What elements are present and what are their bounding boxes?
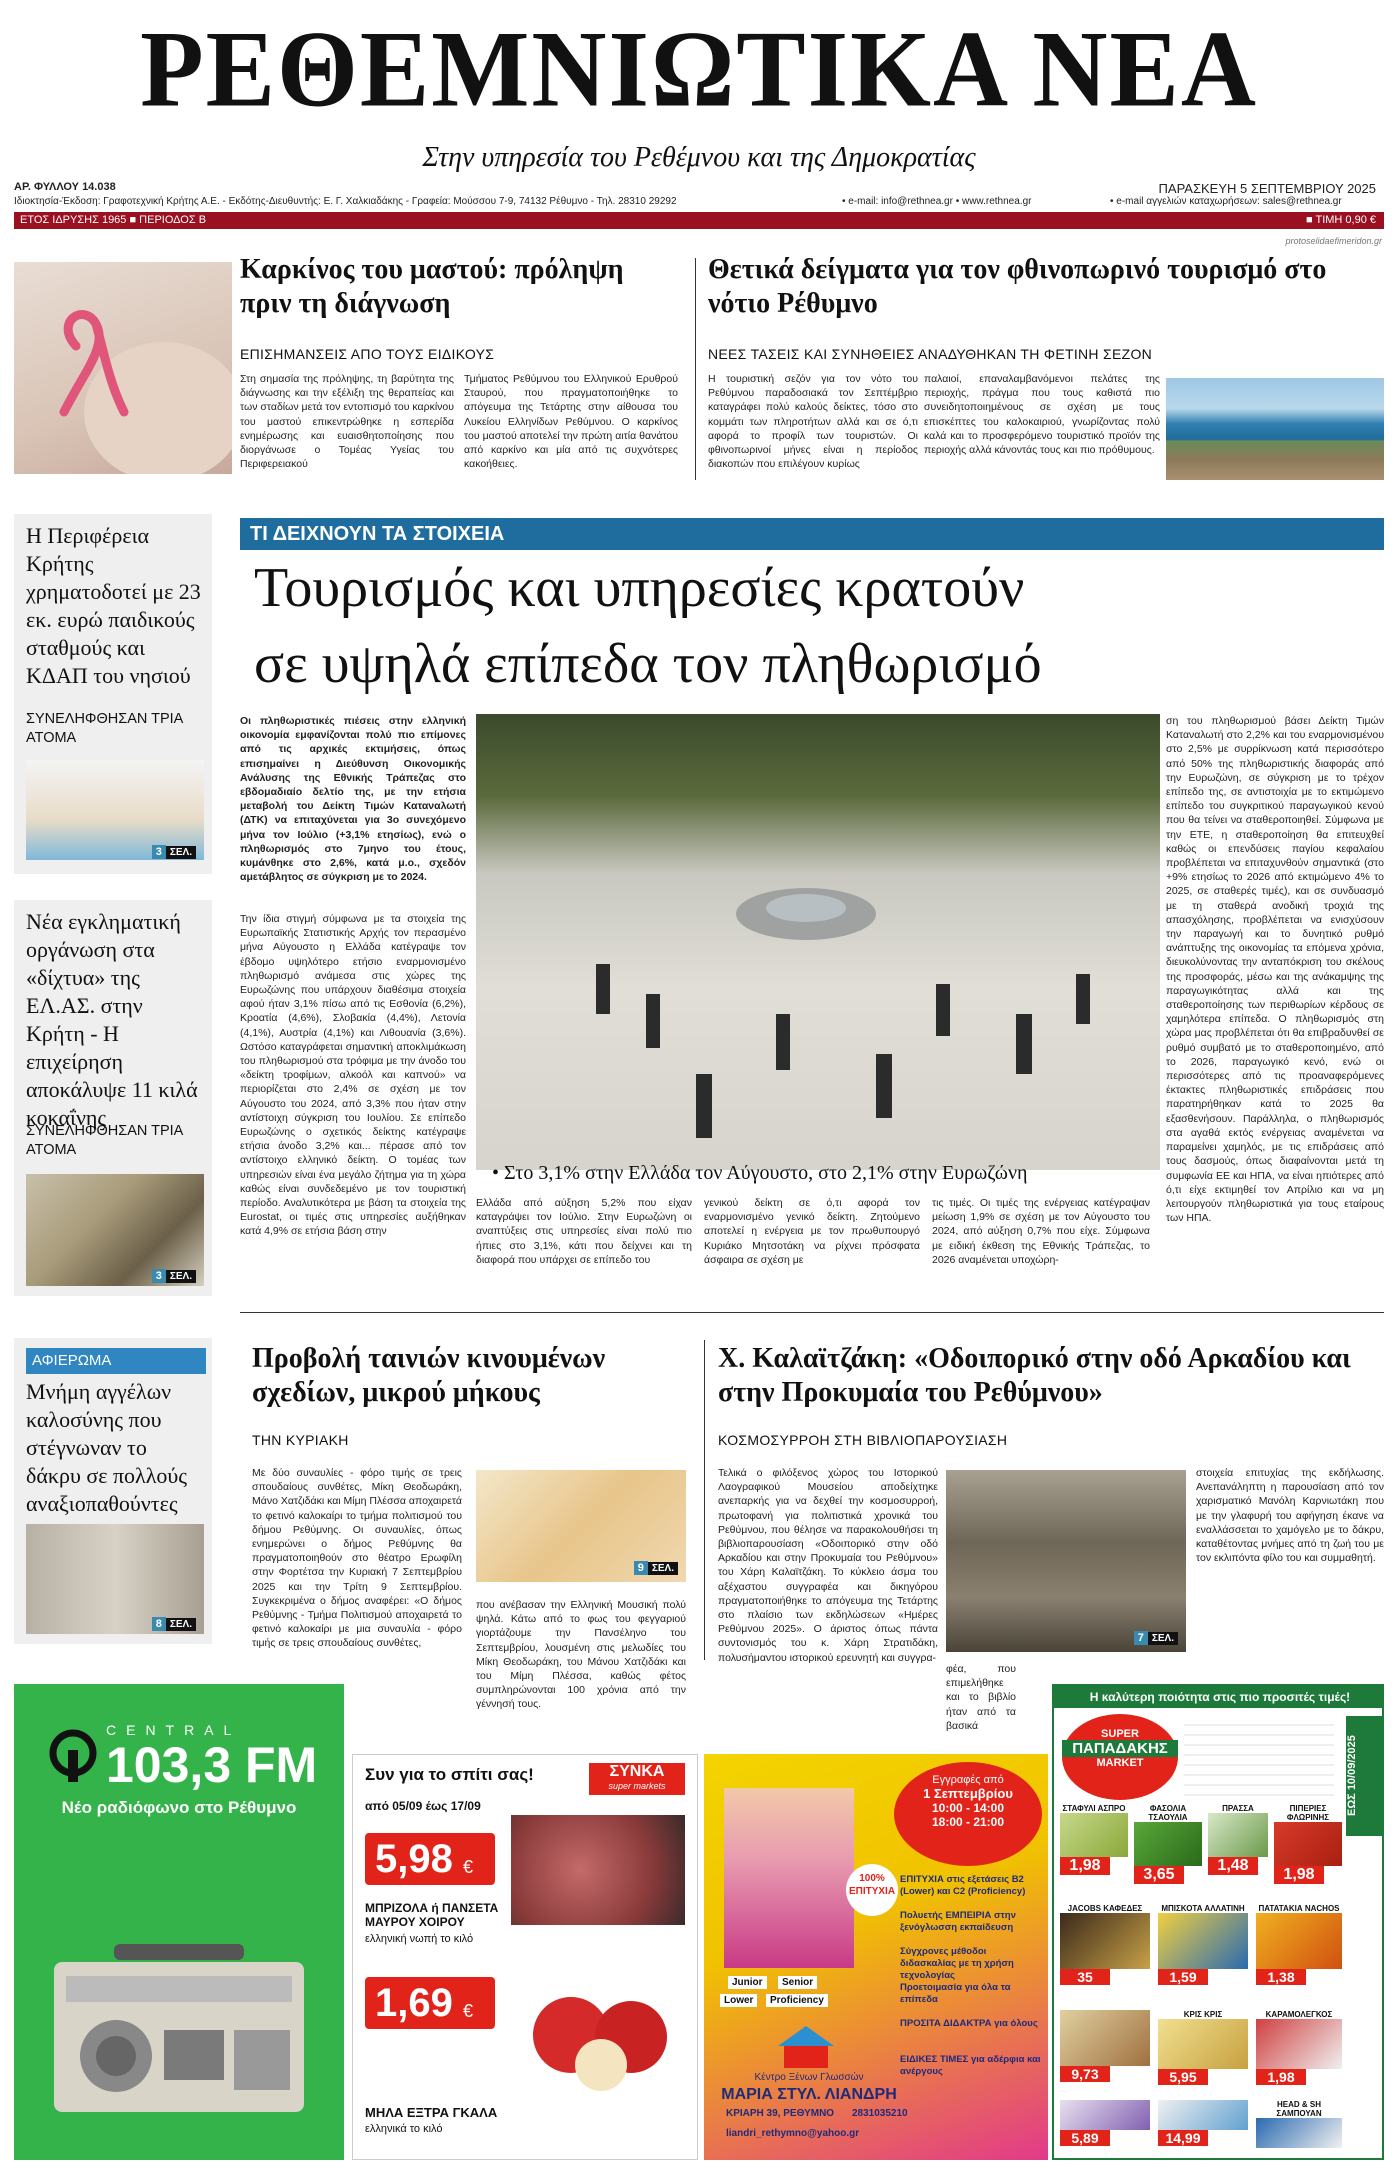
store-list: [1184, 1716, 1334, 1798]
synka-period: από 05/09 έως 17/09: [365, 1799, 481, 1813]
publisher-info: Ιδιοκτησία-Έκδοση: Γραφοτεχνική Κρήτης Α.Ε. - Εκδότης-Διευθυντής: Ε. Γ. Χαλκιαδάκης - Γραφεία: Μούσσου 7-9, 74132 Ρέθυμνο - Τηλ. 28310 29292: [14, 196, 677, 207]
radio-logo-icon: [48, 1728, 98, 1784]
level-proficiency: Proficiency: [766, 1994, 828, 2007]
product-tile: 9,73: [1060, 2010, 1150, 2082]
school-point5: ΠΡΟΣΙΤΑ ΔΙΔΑΚΤΡΑ για όλους: [900, 2018, 1038, 2029]
bottom-right-col3: φέα, που επιμελήθηκε και το βιβλίο ήταν από τα βασικά: [946, 1663, 1016, 1732]
main-story-below-col3: τις τιμές. Οι τιμές της ενέργειας κατέγραψαν μείωση 1,9% σε σχέση με τον Αύγουστο του 2024, από αύξηση 0,7% που είχε. Σύμφωνα με ειδική έκθεση της Εθνικής Τράπεζας, το 2026 αναμένεται υποχώρη-: [932, 1197, 1150, 1266]
info-bar: [14, 212, 1384, 229]
issue-number: ΑΡ. ΦΥΛΛΟΥ 14.038: [14, 181, 116, 193]
synka-logo: ΣΥΝΚΑ super markets: [589, 1763, 685, 1795]
sidebar-item-tribute[interactable]: [14, 1338, 212, 1644]
school-email: liandri_rethymno@yahoo.gr: [726, 2128, 860, 2139]
main-story-label: ΤΙ ΔΕΙΧΝΟΥΝ ΤΑ ΣΤΟΙΧΕΙΑ: [240, 518, 1384, 550]
synka-headline: Συν για το σπίτι σας!: [365, 1765, 534, 1784]
price-label: ■ ΤΙΜΗ 0,90 €: [1305, 214, 1376, 226]
syntagma-square-photo: [476, 714, 1160, 1170]
apples-icon: [521, 1975, 681, 2095]
top-right-title[interactable]: Θετικά δείγματα για τον φθινοπωρινό τουρισμό στο νότιο Ρέθυμνο: [708, 254, 1327, 319]
bottom-right-kicker: ΚΟΣΜΟΣΥΡΡΟΗ ΣΤΗ ΒΙΒΛΙΟΠΑΡΟΥΣΙΑΣΗ: [718, 1432, 1008, 1448]
product-tile: HEAD & SH ΣΑΜΠΟΥΑΝ: [1256, 2100, 1342, 2148]
animation-poster: [476, 1470, 686, 1582]
school-point3: Σύγχρονες μέθοδοι διδασκαλίας με τη χρήση τεχνολογίας: [900, 1946, 1014, 1981]
page-ref: 3 ΣΕΛ.: [152, 1266, 196, 1284]
student-photo: [724, 1788, 854, 1968]
success-badge: 100% ΕΠΙΤΥΧΙΑ: [846, 1864, 898, 1916]
product-tile: 5,89: [1060, 2100, 1150, 2146]
synka-item1: ΜΠΡΙΖΟΛΑ ή ΠΑΝΣΕΤΑ ΜΑΥΡΟΥ ΧΟΙΡΟΥ: [365, 1901, 499, 1929]
main-story-title-line2[interactable]: σε υψηλά επίπεδα τον πληθωρισμό: [254, 633, 1042, 695]
south-rethymno-beach-photo: [1166, 378, 1384, 480]
main-story-right-col: ση του πληθωρισμού βάσει Δείκτη Τιμών Καταναλωτή στο 2,2% και του εναρμονισμένου στο 2,5% με συρρίκνωση κατά περισσότερο από 50% της πληθωριστικής διαφοράς από την Ευρωζώνη, σε σύγκριση με το τρέχον επίπεδο της, σε αντιστοιχία με το εκτιμώμενο επίπεδο του συγκριτικού παραγωγικού κενού που θα τείνει να σταθεροποιηθεί. Σύμφωνα με την ΕΤΕ, η σταθεροποίηση θα επιτευχθεί καθώς οι επενδύσεις παγίου κεφαλαίου προβλέπεται να επιταχυνθούν σημαντικά (στο +9% ετησίως το 2026 από εκτιμώμενο 4% το 2025, σε σταθερές τιμές), και σε συνδυασμό με τη σταθερά ανοδική τροχιά της απασχόλησης, προβλέπεται να ενισχύσουν την παραγωγή και το δυνητικό ρυθμό ανάπτυξης της οικονομίας τα επόμενα χρόνια, διευκολύνοντας την ανταπόκριση του σκέλους της προσφοράς, μέσω και της ανάκαμψης της παραγωγικότητας αλλά και της σταθεροποίησης των περιθωρίων κέρδους σε χαμηλότερα επίπεδα. Ο πληθωρισμός στη χώρα μας προβλέπεται ότι θα επιβραδυνθεί σε ρυθμό συμβατό με το σταθεροποιημένο, από το 2026, παραγωγικό κενό, ενώ οι περισσότερες από τις προαναφερόμενες έκτακτες πληθωριστικές επιδράσεις που παρατηρήθηκαν κατά το 2025 θα εξασθενήσουν. Παράλληλα, ο πληθωρισμός στα αγαθά εκτός ενέργειας αναμένεται να παραμείνει χαμηλός, με τις επιδράσεις από τους δασμούς, όπως διαφαίνονται μετά τη συμφωνία ΕΕ και ΗΠΑ, να είναι ηπιότερες από ό,τι είχε εκτιμηθεί τον Απρίλιο και να μη λειτουργούν πληθωριστικά για τους εταίρους των ΗΠΑ.: [1166, 715, 1384, 1225]
school-point2: Πολυετής ΕΜΠΕΙΡΙΑ στην ξενόγλωσση εκπαίδευση: [900, 1910, 1016, 1933]
synka-ad[interactable]: [352, 1754, 698, 2160]
main-story-below-col1: Ελλάδα από αύξηση 5,2% που είχαν καταγράψει τον Ιούλιο. Στην Ευρωζώνη οι αναπτύξεις στις υπηρεσίες είναι πολύ πιο ήπιες στο 3,1%, κάτι που δείχνει και τη διαφορά που υπάρχει σε επίπεδο του: [476, 1197, 692, 1266]
email-info: • e-mail: info@rethnea.gr • www.rethnea.gr: [842, 196, 1032, 207]
founded-label: ΕΤΟΣ ΙΔΡΥΣΗΣ 1965 ■ ΠΕΡΙΟΔΟΣ Β: [20, 214, 207, 226]
price-tag: 1,69 €: [365, 1977, 495, 2029]
product-tile: ΠΡΑΣΣΑ 1,48: [1208, 1804, 1268, 1875]
breast-cancer-photo: [14, 262, 232, 474]
main-story-below-col2: γενικού δείκτη σε ό,τι αφορά τον εναρμονισμένο γενικό δείκτη. Ζητούμενο αποτελεί η ενέργεια με τον πρωθυπουργό Κυριάκο Μητσοτάκη να ρίχνει πρόσφατα άσφαιρα σε σχέση με: [704, 1197, 920, 1266]
pink-ribbon-icon: [14, 262, 232, 474]
bottom-left-title[interactable]: Προβολή ταινιών κινουμένων σχεδίων, μικρού μήκους: [252, 1343, 606, 1408]
page-ref: 8 ΣΕΛ.: [152, 1614, 196, 1632]
boombox-icon: [54, 1934, 304, 2114]
sidebar-item-funding[interactable]: [14, 514, 212, 874]
synka-item2: ΜΗΛΑ ΕΞΤΡΑ ΓΚΑΛΑ: [365, 2105, 498, 2120]
masthead-title: ΡΕΘΕΜΝΙΩΤΙΚΑ ΝΕΑ: [140, 9, 1258, 130]
papadakis-logo: SUPER ΠΑΠΑΔΑΚΗΣ MARKET: [1062, 1714, 1178, 1800]
top-left-col2: Τμήματος Ρεθύμνου του Ελληνικού Ερυθρού Σταυρού, που πραγματοποιήθηκε το απόγευμα της Τετάρτης στην αίθουσα του Λυκείου Ελληνίδων Ρεθύμνου. Ο καρκίνος του μαστού αποτελεί την πρώτη αιτία θανάτου από καρκίνο και μία από τις συχνότερες κακοήθειες.: [464, 373, 678, 471]
product-tile: ΦΑΣΟΛΙΑ ΤΣΑΟΥΛΙΑ 3,65: [1134, 1804, 1202, 1884]
school-point6: ΕΙΔΙΚΕΣ ΤΙΜΕΣ για αδέρφια και ανέργους: [900, 2054, 1041, 2077]
school-logo-icon: [774, 2022, 838, 2072]
top-left-title[interactable]: Καρκίνος του μαστού: πρόληψη πριν τη διάγνωση: [240, 254, 624, 319]
synka-item2-sub: ελληνικά το κιλό: [365, 2123, 443, 2135]
radio-ad[interactable]: [14, 1684, 344, 2160]
bottom-right-col1: Τελικά ο φιλόξενος χώρος του Ιστορικού Λαογραφικού Μουσείου αποδείχτηκε ανεπαρκής για να δεχθεί την κοσμοσυρροή, πρωτοφανή για πολιτιστικά χρονικά του Ρεθύμνου, που θέλησε να παρακολουθήσει τη βιβλιοπαρουσίαση «Οδοιπορικό στην οδό Αρκαδίου και στην Προκυμαία του Ρεθύμνου» του Χάρη Καλαϊτζάκη. Το κύκλειο άσμα του αξέχαστου συγγραφέα και δικηγόρου πραγματοποιήθηκε το απόγευμα της Τετάρτης στο πλαίσιο των εκδηλώσεων «Ημέρες Ρεθύμνου 2025». Ο άριστος όπως πάντα συντονισμός του κ. Χάρη Στρατιδάκη, πολυσήμαντου ιστορικού ερευνητή και συγγρα-: [718, 1467, 938, 1664]
school-label: Κέντρο Ξένων Γλωσσών: [754, 2072, 864, 2083]
photo-caption: • Στο 3,1% στην Ελλάδα τον Αύγουστο, στο 2,1% στην Ευρωζώνη: [492, 1162, 1028, 1184]
bottom-right-col2: στοιχεία επιτυχίας της εκδήλωσης. Ανεπανάληπτη η παρουσίαση από τον χαρισματικό Μανόλη Καρνιωτάκη που με την γλαφυρή του αφήγηση έκανε να εναλλάσσεται το χαμόγελο με το δάκρυ, καταθέτοντας μνήμες από τη ζωή του με τον εκλιπόντα φίλο του και συμμαθητή.: [1196, 1467, 1384, 1565]
pork-chop-photo: [511, 1815, 685, 1925]
product-tile: JACOBS ΚΑΦΕΔΕΣ 35: [1060, 1904, 1150, 1985]
sidebar-item-sub: ΣΥΝΕΛΗΦΘΗΣΑΝ ΤΡΙΑ ΑΤΟΜΑ: [26, 711, 183, 746]
top-left-kicker: ΕΠΙΣΗΜΑΝΣΕΙΣ ΑΠΟ ΤΟΥΣ ΕΙΔΙΚΟΥΣ: [240, 346, 495, 362]
school-point1: ΕΠΙΤΥΧΙΑ στις εξετάσεις B2 (Lower) και C2 (Proficiency): [900, 1874, 1026, 1897]
masthead-tagline: Στην υπηρεσία του Ρεθέμνου και της Δημοκρατίας: [422, 142, 976, 173]
offer-validity: ΕΩΣ 10/09/2025: [1346, 1716, 1382, 1836]
column-divider: [695, 258, 696, 480]
level-senior: Senior: [778, 1976, 817, 1989]
column-divider: [704, 1340, 705, 1660]
book-presentation-photo: [946, 1470, 1186, 1652]
radio-brand: CENTRAL: [106, 1722, 242, 1738]
page-ref: 9 ΣΕΛ.: [634, 1558, 678, 1576]
papadakis-top: Η καλύτερη ποιότητα στις πιο προσιτές τιμές!: [1054, 1686, 1384, 1708]
school-address: ΚΡΙΑΡΗ 39, ΡΕΘΥΜΝΟ: [726, 2108, 835, 2119]
bottom-left-col2: που ανέβασαν την Ελληνική Μουσική πολύ ψηλά. Κάτω από το φως του φεγγαριού γιορτάζουμε την Πανσέληνο του Σεπτεμβρίου, λουσμένη στις μελωδίες του Μίκη Θεοδωράκη, του Μάνου Χατζιδάκι και του Μίμη Πλέσσα, καθώς φέτος συμπληρώνονται 100 χρόνια από την γέννησή τους.: [476, 1599, 686, 1711]
top-right-kicker: ΝΕΕΣ ΤΑΣΕΙΣ ΚΑΙ ΣΥΝΗΘΕΙΕΣ ΑΝΑΔΥΘΗΚΑΝ ΤΗ ΦΕΤΙΝΗ ΣΕΖΟΝ: [708, 346, 1153, 362]
bottom-left-col1: Με δύο συναυλίες - φόρο τιμής σε τρεις σπουδαίους συνθέτες, Μίκη Θεοδωράκη, Μάνο Χατζιδάκι και Μίμη Πλέσσα αποχαιρετά το φετινό καλοκαίρι το τμήμα πολιτισμού του δήμου Ρεθύμνης. Οι συναυλίες, όπως ενημερώνει ο δήμος Ρεθύμνης θα πραγματοποιηθούν στο θέατρο Ερωφίλη στην Φορτέτσα την Κυριακή 7 Σεπτεμβρίου 2025 και την Τρίτη 9 Σεπτεμβρίου. Συγκεκριμένα ο δήμος αναφέρει: «Ο δήμος Ρεθύμνης - Τμήμα Πολιτισμού αποχαιρετά το φετινό καλοκαίρι με μια συναυλία - φόρο τιμής σε τρεις σπουδαίους συνθέτες,: [252, 1467, 462, 1650]
top-right-col1: Η τουριστική σεζόν για τον νότο του Ρεθύμνου παραδοσιακά τον Σεπτέμβριο καταγράφει πολύ καλούς δείκτες, τόσο στο κομμάτι των πληροτήτων αλλά και σε ό,τι αφορά το προφίλ των τουριστών. Οι φθινοπωρινοί μήνες είναι η περίοδος διακοπών που επιλέγουν κυρίως: [708, 373, 918, 471]
bottom-left-kicker: ΤΗΝ ΚΥΡΙΑΚΗ: [252, 1432, 349, 1448]
main-story-title-line1[interactable]: Τουρισμός και υπηρεσίες κρατούν: [254, 557, 1025, 619]
product-tile: ΣΤΑΦΥΛΙ ΑΣΠΡΟ 1,98: [1060, 1804, 1128, 1875]
tribute-label: ΑΦΙΕΡΩΜΑ: [26, 1348, 206, 1374]
product-tile: 14,99: [1158, 2100, 1248, 2146]
sidebar-item-title: Νέα εγκληματική οργάνωση στα «δίχτυα» της ΕΛ.ΑΣ. στην Κρήτη - Η επιχείρηση αποκάλυψε 11 κιλά κοκαΐνης: [26, 909, 198, 1130]
top-left-col1: Στη σημασία της πρόληψης, τη βαρύτητα της διάγνωσης και την εξέλιξη της θεραπείας και των σταδίων μετά τον εντοπισμό του καρκίνου του μαστού επικεντρώθηκε η εσπερίδα ενημέρωσης και ευαισθητοποίησης που διοργάνωσε ο Τομέας Υγείας του Περιφερειακού: [240, 373, 454, 471]
issue-date: ΠΑΡΑΣΚΕΥΗ 5 ΣΕΠΤΕΜΒΡΙΟΥ 2025: [1158, 181, 1376, 196]
main-story-left-col: Την ίδια στιγμή σύμφωνα με τα στοιχεία της Ευρωπαϊκής Στατιστικής Αρχής τον περασμένο μήνα Αύγουστο η Ελλάδα κατέγραψε τον έβδομο υψηλότερο ετήσιο εναρμονισμένο πληθωρισμό ανάμεσα στις χώρες της Ευρωζώνης που υπάρχουν διαθέσιμα στοιχεία αφού ήταν 3,1% πίσω από τις Εσθονία (6,2%), Κροατία (4,6%), Σλοβακία (4,4%), Λετονία (4,1%), Αυστρία (4,1%) και Λιθουανία (3,6%). Ωστόσο καταγράφεται σημαντική αποκλιμάκωση του πληθωρισμού στα τρόφιμα με την άνοδο του «δείκτη τροφίμων, αλκοόλ και καπνού» να περιορίζεται στο 2,4% σε σχέση με τον Αύγουστο του 2024, από 3,3% που ήταν στην αντίστοιχη σύγκριση του Ιουλίου. Σε επίπεδο Ευρωζώνης ο σχετικός δείκτης κατέγραψε ετήσια άνοδο 3,2% και... πέρασε από τον αντίστοιχο ελληνικό δείκτη. Ο τομέας των υπηρεσιών είναι ένα μεγάλο ζήτημα για τη χώρα καθώς είναι συνδεδεμένο με τον τουριστική περίοδο. Αναλυτικότερα με βάση τα στοιχεία της Eurostat, οι τιμές στις υπηρεσίες αυξήθηκαν κατά 4,9% σε ετήσια βάση στην: [240, 913, 466, 1238]
section-divider: [240, 1312, 1384, 1313]
school-name: ΜΑΡΙΑ ΣΤΥΛ. ΛΙΑΝΔΡΗ: [721, 2086, 897, 2103]
level-junior: Junior: [728, 1976, 767, 1989]
radio-frequency: 103,3 FM: [106, 1737, 318, 1793]
product-tile: ΠΑΤΑΤΑΚΙΑ NACHOS 1,38: [1256, 1904, 1342, 1985]
product-grid: [1054, 1804, 1344, 2154]
enrollment-badge: Εγγραφές από 1 Σεπτεμβρίου 10:00 - 14:00 18:00 - 21:00: [894, 1762, 1042, 1866]
product-tile: ΜΠΙΣΚΟΤΑ ΑΛΛΑΤΙΝΗ 1,59: [1158, 1904, 1248, 1985]
synka-item1-sub: ελληνική νωπή το κιλό: [365, 1933, 474, 1945]
sidebar-item-sub: ΣΥΝΕΛΗΦΘΗΣΑΝ ΤΡΙΑ ΑΤΟΜΑ: [26, 1123, 183, 1158]
main-story-lead: Οι πληθωριστικές πιέσεις στην ελληνική οικονομία εμφανίζονται πολύ πιο επίμονες από τις αρχικές εκτιμήσεις, όπως επισημαίνει η Διεύθυνση Οικονομικής Ανάλυσης της Εθνικής Τράπεζας στο εβδομαδιαίο δελτίο της, με την ετήσια μεταβολή του Δείκτη Τιμών Καταναλωτή (ΔΤΚ) να επιταχύνεται για 3ο συνεχόμενο μήνα τον Ιούλιο (+3,1% ετησίως), ενώ ο πληθωρισμός στο 7μηνο του έτους, κυμάνθηκε στο 2,6%, κατά μ.ο., σχεδόν αμετάβλητος σε σύγκριση με το 2024.: [240, 715, 466, 884]
product-tile: ΚΡΙΣ ΚΡΙΣ 5,95: [1158, 2010, 1248, 2085]
product-tile: ΠΙΠΕΡΙΕΣ ΦΛΩΡΙΝΗΣ 1,98: [1274, 1804, 1342, 1884]
page-ref: 3 ΣΕΛ.: [152, 842, 196, 860]
papadakis-ad[interactable]: [1052, 1684, 1384, 2160]
language-school-ad[interactable]: [704, 1754, 1048, 2160]
page-ref: 7 ΣΕΛ.: [1134, 1628, 1178, 1646]
sidebar-item-title: Η Περιφέρεια Κρήτης χρηματοδοτεί με 23 εκ. ευρώ παιδικούς σταθμούς και ΚΔΑΠ του νησιού: [26, 523, 201, 688]
sidebar-item-title: Μνήμη αγγέλων καλοσύνης που στέγνωναν το δάκρυ σε πολλούς αναξιοπαθούντες: [26, 1379, 187, 1516]
price-tag: 5,98 €: [365, 1833, 495, 1885]
school-phone: 2831035210: [852, 2108, 908, 2119]
source-watermark: protoselidaefimeridon.gr: [1285, 236, 1382, 246]
school-point4: Προετοιμασία για όλα τα επίπεδα: [900, 1982, 1011, 2005]
ads-email: • e-mail αγγελιών καταχωρήσεων: sales@rethnea.gr: [1110, 196, 1342, 207]
sidebar-item-cocaine[interactable]: [14, 900, 212, 1296]
bottom-right-title[interactable]: Χ. Καλαϊτζάκη: «Οδοιπορικό στην οδό Αρκαδίου και στην Προκυμαία του Ρεθύμνου»: [718, 1343, 1351, 1408]
product-tile: ΚΑΡΑΜΟΛΕΓΚΟΣ 1,98: [1256, 2010, 1342, 2085]
top-right-col2: παλαιοί, επαναλαμβανόμενοι πελάτες της περιοχής, πράγμα που τους καθιστά πιο συνειδητοποιημένους σε σχέση με τους επισκέπτες του καλοκαιριού, γνωρίζοντας πολύ καλά και το προσφερόμενο τουριστικό προϊόν της περιοχής αλλά κάνοντάς τους και πιο πρόθυμους.: [924, 373, 1160, 457]
radio-slogan: Νέο ραδιόφωνο στο Ρέθυμνο: [61, 1798, 297, 1817]
level-lower: Lower: [720, 1994, 757, 2007]
crowd-illustration: [476, 714, 1160, 1170]
